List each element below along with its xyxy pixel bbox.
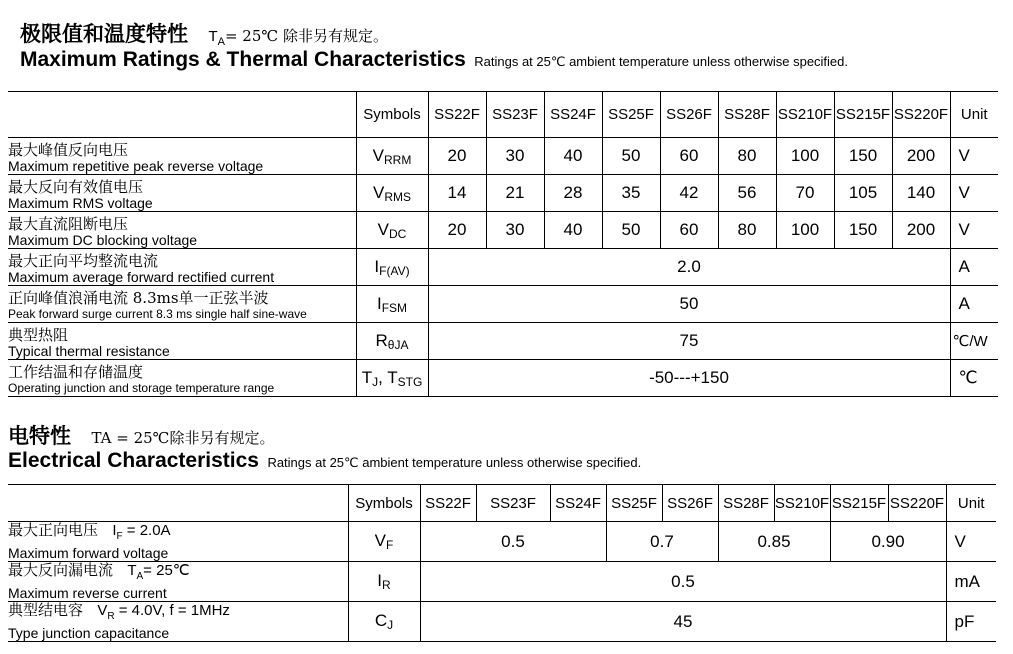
max-ratings-condition: $T_A=$ 25℃ 除非另有规定。 [208, 27, 388, 48]
row-symbol: $V_{RRM}$ [356, 138, 428, 175]
value-cell: 14 [428, 175, 486, 212]
header-cell: SS26F [662, 485, 718, 522]
max-ratings-title-cn: 极限值和温度特性 [20, 21, 188, 46]
row-symbol: $V_{DC}$ [356, 212, 428, 249]
elec-title-en-line [8, 449, 641, 473]
value-cell: 105 [834, 175, 892, 212]
row-symbol: $R_{\theta JA}$ [356, 323, 428, 360]
table-row [8, 212, 998, 249]
unit-cell: ℃/W [950, 323, 998, 360]
row-description: 最大直流阻断电压 Maximum DC blocking voltage [8, 212, 356, 249]
electrical-table [8, 484, 996, 642]
header-cell: SS24F [550, 485, 606, 522]
header-cell: SS25F [602, 92, 660, 138]
max-ratings-title-en: Maximum Ratings & Thermal Characteristics [20, 48, 466, 71]
unit-cell: mA [946, 562, 996, 602]
max-ratings-note: Ratings at 25℃ ambient temperature unless otherwise specified. [474, 54, 849, 69]
row-symbol: $I_{F(AV)}$ [356, 249, 428, 286]
header-cell: SS215F [830, 485, 888, 522]
header-cell: SS220F [888, 485, 946, 522]
value-cell: 150 [834, 212, 892, 249]
value-cell: 42 [660, 175, 718, 212]
row-symbol: $I_R$ [348, 562, 420, 602]
value-cell: 70 [776, 175, 834, 212]
elec-note: Ratings at 25℃ ambient temperature unless otherwise specified. [267, 455, 642, 470]
value-cell: 0.90 [830, 522, 946, 562]
value-cell: 50 [428, 286, 950, 323]
value-cell: 45 [420, 602, 946, 642]
header-cell: SS215F [834, 92, 892, 138]
max-ratings-table [8, 91, 998, 397]
unit-cell: V [946, 522, 996, 562]
value-cell: 0.7 [606, 522, 718, 562]
value-cell: 56 [718, 175, 776, 212]
row-description: 最大反向漏电流 $T_A=$ 25℃ Maximum reverse current [8, 562, 348, 602]
table-row [8, 522, 996, 562]
value-cell: 75 [428, 323, 950, 360]
table-row [8, 323, 998, 360]
row-description: 正向峰值浪涌电流 8.3ms单一正弦半波 Peak forward surge current 8.3 ms single half sine-wave [8, 286, 356, 323]
value-cell: -50---+150 [428, 360, 950, 397]
value-cell: 28 [544, 175, 602, 212]
row-description: 典型结电容 $V_R = 4.0V$, f = 1MHz Type junction capacitance [8, 602, 348, 642]
table-row [8, 138, 998, 175]
row-description: 最大正向电压 $I_F = 2.0A$ Maximum forward voltage [8, 522, 348, 562]
header-cell: Unit [946, 485, 996, 522]
table-row [8, 562, 996, 602]
value-cell: 50 [602, 138, 660, 175]
value-cell: 140 [892, 175, 950, 212]
value-cell: 0.5 [420, 562, 946, 602]
value-cell: 0.85 [718, 522, 830, 562]
table-row [8, 249, 998, 286]
header-cell: SS28F [718, 92, 776, 138]
table-row [8, 286, 998, 323]
row-symbol: $T_J$, $T_{STG}$ [356, 360, 428, 397]
elec-condition: TA = 25℃除非另有规定。 [91, 429, 275, 447]
max-ratings-title-en-line [20, 48, 848, 72]
value-cell: 80 [718, 212, 776, 249]
header-cell: SS25F [606, 485, 662, 522]
header-cell: SS220F [892, 92, 950, 138]
row-description: 典型热阻 Typical thermal resistance [8, 323, 356, 360]
row-symbol: $V_F$ [348, 522, 420, 562]
value-cell: 30 [486, 138, 544, 175]
header-cell: SS23F [476, 485, 550, 522]
header-cell: Symbols [356, 92, 428, 138]
value-cell: 40 [544, 138, 602, 175]
unit-cell: A [950, 286, 998, 323]
header-cell: SS210F [776, 92, 834, 138]
table-header-row [8, 92, 998, 138]
row-description: 最大正向平均整流电流 Maximum average forward rectified current [8, 249, 356, 286]
unit-cell: pF [946, 602, 996, 642]
unit-cell: A [950, 249, 998, 286]
value-cell: 40 [544, 212, 602, 249]
table-row [8, 360, 998, 397]
value-cell: 150 [834, 138, 892, 175]
value-cell: 200 [892, 212, 950, 249]
unit-cell: V [950, 138, 998, 175]
header-cell: Unit [950, 92, 998, 138]
header-cell: SS210F [774, 485, 830, 522]
header-cell: SS23F [486, 92, 544, 138]
value-cell: 35 [602, 175, 660, 212]
value-cell: 20 [428, 212, 486, 249]
value-cell: 60 [660, 212, 718, 249]
header-cell: SS22F [420, 485, 476, 522]
table-row [8, 602, 996, 642]
row-description: 最大峰值反向电压 Maximum repetitive peak reverse voltage [8, 138, 356, 175]
row-symbol: $C_J$ [348, 602, 420, 642]
header-cell: SS22F [428, 92, 486, 138]
unit-cell: V [950, 212, 998, 249]
elec-title-cn: 电特性 [8, 423, 71, 448]
header-cell: SS26F [660, 92, 718, 138]
value-cell: 60 [660, 138, 718, 175]
value-cell: 100 [776, 212, 834, 249]
elec-title-en: Electrical Characteristics [8, 449, 259, 472]
row-symbol: $I_{FSM}$ [356, 286, 428, 323]
row-description: 工作结温和存储温度 Operating junction and storage temperature range [8, 360, 356, 397]
value-cell: 2.0 [428, 249, 950, 286]
max-ratings-title-cn-line [20, 18, 388, 48]
unit-cell: ℃ [950, 360, 998, 397]
value-cell: 50 [602, 212, 660, 249]
header-cell: SS24F [544, 92, 602, 138]
value-cell: 0.5 [420, 522, 606, 562]
header-cell: SS28F [718, 485, 774, 522]
table-header-row [8, 485, 996, 522]
value-cell: 100 [776, 138, 834, 175]
elec-title-cn-line [8, 420, 274, 450]
value-cell: 80 [718, 138, 776, 175]
row-description: 最大反向有效值电压 Maximum RMS voltage [8, 175, 356, 212]
header-cell: Symbols [348, 485, 420, 522]
unit-cell: V [950, 175, 998, 212]
value-cell: 200 [892, 138, 950, 175]
value-cell: 30 [486, 212, 544, 249]
value-cell: 21 [486, 175, 544, 212]
value-cell: 20 [428, 138, 486, 175]
row-symbol: $V_{RMS}$ [356, 175, 428, 212]
table-row [8, 175, 998, 212]
